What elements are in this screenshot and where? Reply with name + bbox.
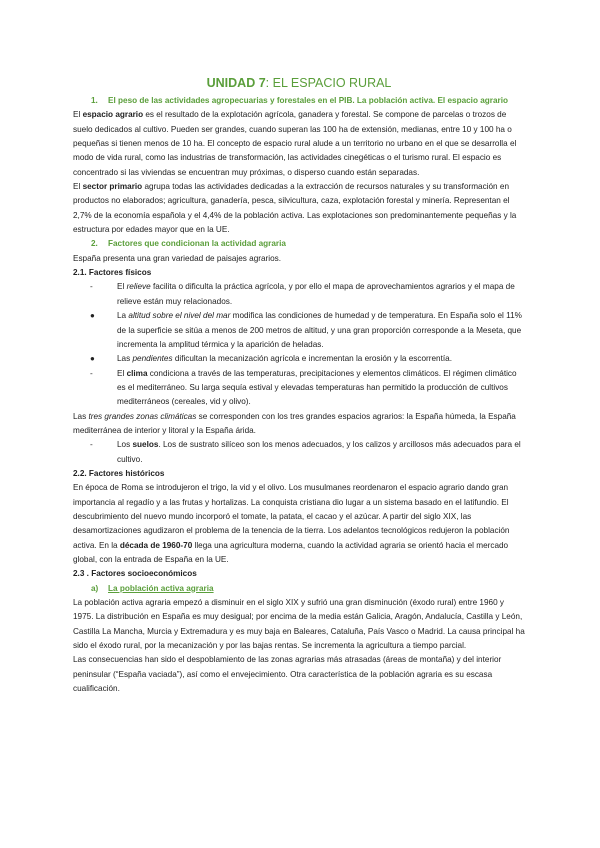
text: El [73,182,83,192]
term-sector-primario: sector primario [82,182,143,192]
dash-marker: - [90,282,93,292]
subsection-2-3-heading: 2.3 . Factores socioeconómicos [73,569,197,579]
list-item-clima [73,367,525,410]
subheading-poblacion-activa [73,582,525,596]
subsection-2-2-heading: 2.2. Factores históricos [73,468,165,478]
paragraph-variedad: España presenta una gran variedad de paisajes agrarios. [73,253,282,263]
text: condiciona a través de las temperaturas, precipitaciones y elementos climáticos. El régimen climático es el mediterráneo. Su larga sequía estival y elevadas temperaturas han permitido la producción de cultivos mediterráneos (cereales, vid y olivo). [117,368,517,407]
section-2-number: 2. [91,239,98,249]
list-item-relieve [73,280,525,309]
text: El [73,110,83,120]
text: dificultan la mecanización agrícola e incrementan la erosión y la escorrentía. [172,354,452,364]
text: Las [117,354,133,364]
bullet-marker: ● [90,354,95,364]
list-item-altitud [73,309,525,352]
term-espacio-agrario: espacio agrario [82,110,144,120]
term-suelos: suelos [132,440,159,450]
sub-title: La población activa agraria [108,583,214,593]
text: La [117,311,129,321]
term-relieve: relieve [126,282,151,292]
text: El [117,282,127,292]
paragraph-historicos [73,481,525,567]
bullet-marker: ● [90,311,95,321]
term-decada: década de 1960-70 [119,540,193,550]
list-item-pendientes [73,352,525,366]
section-1-heading [73,94,525,108]
unit-label: UNIDAD 7 [206,76,266,90]
term-pendientes: pendientes [132,354,173,364]
list-item-suelos [73,438,525,467]
dash-marker: - [90,440,93,450]
text: se corresponden con los tres grandes espacios agrarios: la España húmeda, la España mediterránea de interior y litoral y la España árida. [73,411,516,435]
dash-marker: - [90,368,93,378]
text: es el resultado de la explotación agrícola, ganadera y forestal. Se compone de parcelas o trozos de suelo dedicados al cultivo. Pueden ser grandes, cuando superan las 100 ha de extensión, medianas, entre 10 y 100 ha o pequeñas si tienen menos de 10 ha. El concepto de espacio rural alude a un territorio no urbano en el que se desarrolla el modo de vida rural, como las industrias de transformación, las actividades cinegéticas o el turismo rural. El espacio es concentrado si las viviendas se encuentran muy próximas, o disperso cuando están separadas. [73,110,517,177]
text: Las [73,411,89,421]
section-2-heading [73,237,525,251]
paragraph-consecuencias: Las consecuencias han sido el despoblamiento de las zonas agrarias más atrasadas (áreas de montaña) y del interior peninsular (“España vaciada”), así como el envejecimiento. Otra característica de la población agraria es su escasa cualificación. [73,655,502,694]
subsection-2-1-heading: 2.1. Factores físicos [73,268,152,278]
text: En época de Roma se introdujeron el trigo, la vid y el olivo. Los musulmanes reordenaron el espacio agrario dando gran importancia al regadío y a las frutas y hortalizas. La conquista cristiana dio lugar a un sistema basado en el latifundio. El descubrimiento del nuevo mundo incorporó el tomate, la patata, el cacao y el azúcar. A partir del siglo XIX, las desamortizaciones agudizaron el problema de la tenencia de la tierra. Los adelantos tecnológicos redujeron la población activa. En la [73,483,510,550]
section-2-text: Factores que condicionan la actividad agraria [108,239,286,249]
paragraph-sector-primario [73,180,525,237]
document-page [73,74,525,696]
paragraph-poblacion-activa: La población activa agraria empezó a disminuir en el siglo XIX y sufrió una gran disminución (éxodo rural) entre 1960 y 1975. La distribución en España es muy desigual; por encima de la media están Galicia, Aragón, Andalucía, Castilla y León, Castilla La Mancha, Murcia y Extremadura y es muy baja en Baleares, Cataluña, País Vasco o Madrid. La causa principal ha sido el éxodo rural, por la mecanización y por las bajas rentas. Se incrementa la agricultura a tiempo parcial. [73,598,525,651]
paragraph-espacio-agrario [73,108,525,180]
term-zonas-climaticas: tres grandes zonas climáticas [88,411,197,421]
term-altitud: altitud sobre el nivel del mar [128,311,231,321]
text: modifica las condiciones de humedad y de temperatura. En España solo el 11% de la superficie se sitúa a menos de 200 metros de altitud, y una gran proporción corresponde a la Meseta, que incrementa la amplitud térmica y la aparición de heladas. [117,311,522,349]
text: facilita o dificulta la práctica agrícola, y por ello el mapa de aprovechamientos agrarios y el mapa de relieve están muy relacionados. [117,282,515,306]
text: agrupa todas las actividades dedicadas a la extracción de recursos naturales y su transformación en productos no elaborados; agricultura, ganadería, pesca, silvicultura, caza, explotación forestal y minería. Representan el 2,7% de la economía española y el 4,4% de la población activa. Las explotaciones son predominantemente pequeñas y la estructura por edades mayor que en la UE. [73,182,517,235]
text: llega una agricultura moderna, cuando la actividad agraria se orientó hacia el mercado global, con la entrada de España en la UE. [73,540,509,564]
section-1-number: 1. [91,96,98,105]
section-1-text: El peso de las actividades agropecuarias y forestales en el PIB. La población activa. El espacio agrario [108,96,508,105]
page-title [73,74,525,92]
unit-title: : EL ESPACIO RURAL [265,76,392,90]
text: Los [117,440,133,450]
term-clima: clima [126,368,148,378]
text: El [117,368,127,378]
paragraph-zonas-climaticas [73,410,525,439]
sub-marker: a) [91,583,99,593]
text: . Los de sustrato silíceo son los menos adecuados, y los calizos y arcillosos más adecuados para el cultivo. [117,440,521,464]
